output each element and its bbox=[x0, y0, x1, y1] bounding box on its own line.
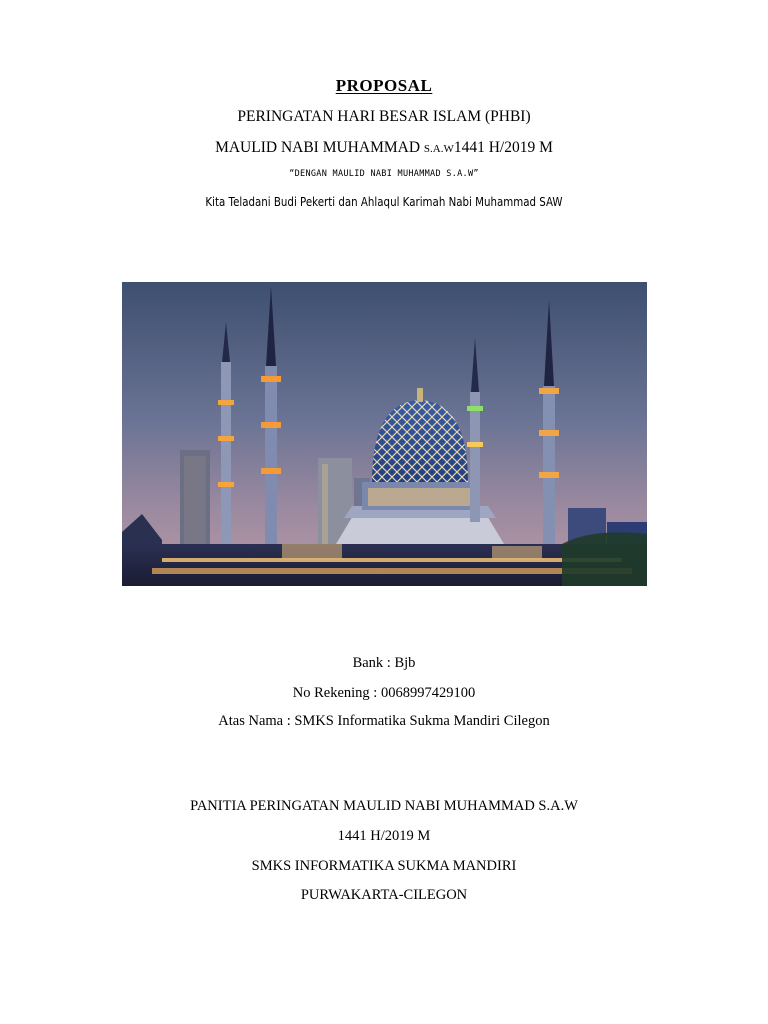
bank-account-number: No Rekening : 0068997429100 bbox=[292, 685, 476, 701]
bank-account-holder: Atas Nama : SMKS Informatika Sukma Mandiri Cilegon bbox=[218, 713, 550, 729]
theme-tagline: Kita Teladani Budi Pekerti dan Ahlaqul Karimah Nabi Muhammad SAW bbox=[205, 194, 563, 209]
event-subtitle-part1: MAULID NABI MUHAMMAD bbox=[215, 139, 424, 156]
school-location: PURWAKARTA-CILEGON bbox=[300, 887, 468, 903]
event-subtitle bbox=[0, 139, 768, 157]
document-title: PROPOSAL bbox=[335, 76, 433, 95]
school-name: SMKS INFORMATIKA SUKMA MANDIRI bbox=[251, 858, 517, 874]
event-subtitle-saw: S.A.W bbox=[423, 143, 454, 155]
event-subtitle-year: 1441 H/2019 M bbox=[453, 139, 553, 156]
event-title: PERINGATAN HARI BESAR ISLAM (PHBI) bbox=[237, 108, 531, 125]
theme-quote: “DENGAN MAULID NABI MUHAMMAD S.A.W” bbox=[289, 169, 479, 179]
bank-name: Bank : Bjb bbox=[352, 655, 416, 671]
mosque-photo bbox=[122, 282, 647, 586]
committee-year: 1441 H/2019 M bbox=[337, 828, 431, 844]
committee-title: PANITIA PERINGATAN MAULID NABI MUHAMMAD S.A.W bbox=[190, 798, 578, 814]
